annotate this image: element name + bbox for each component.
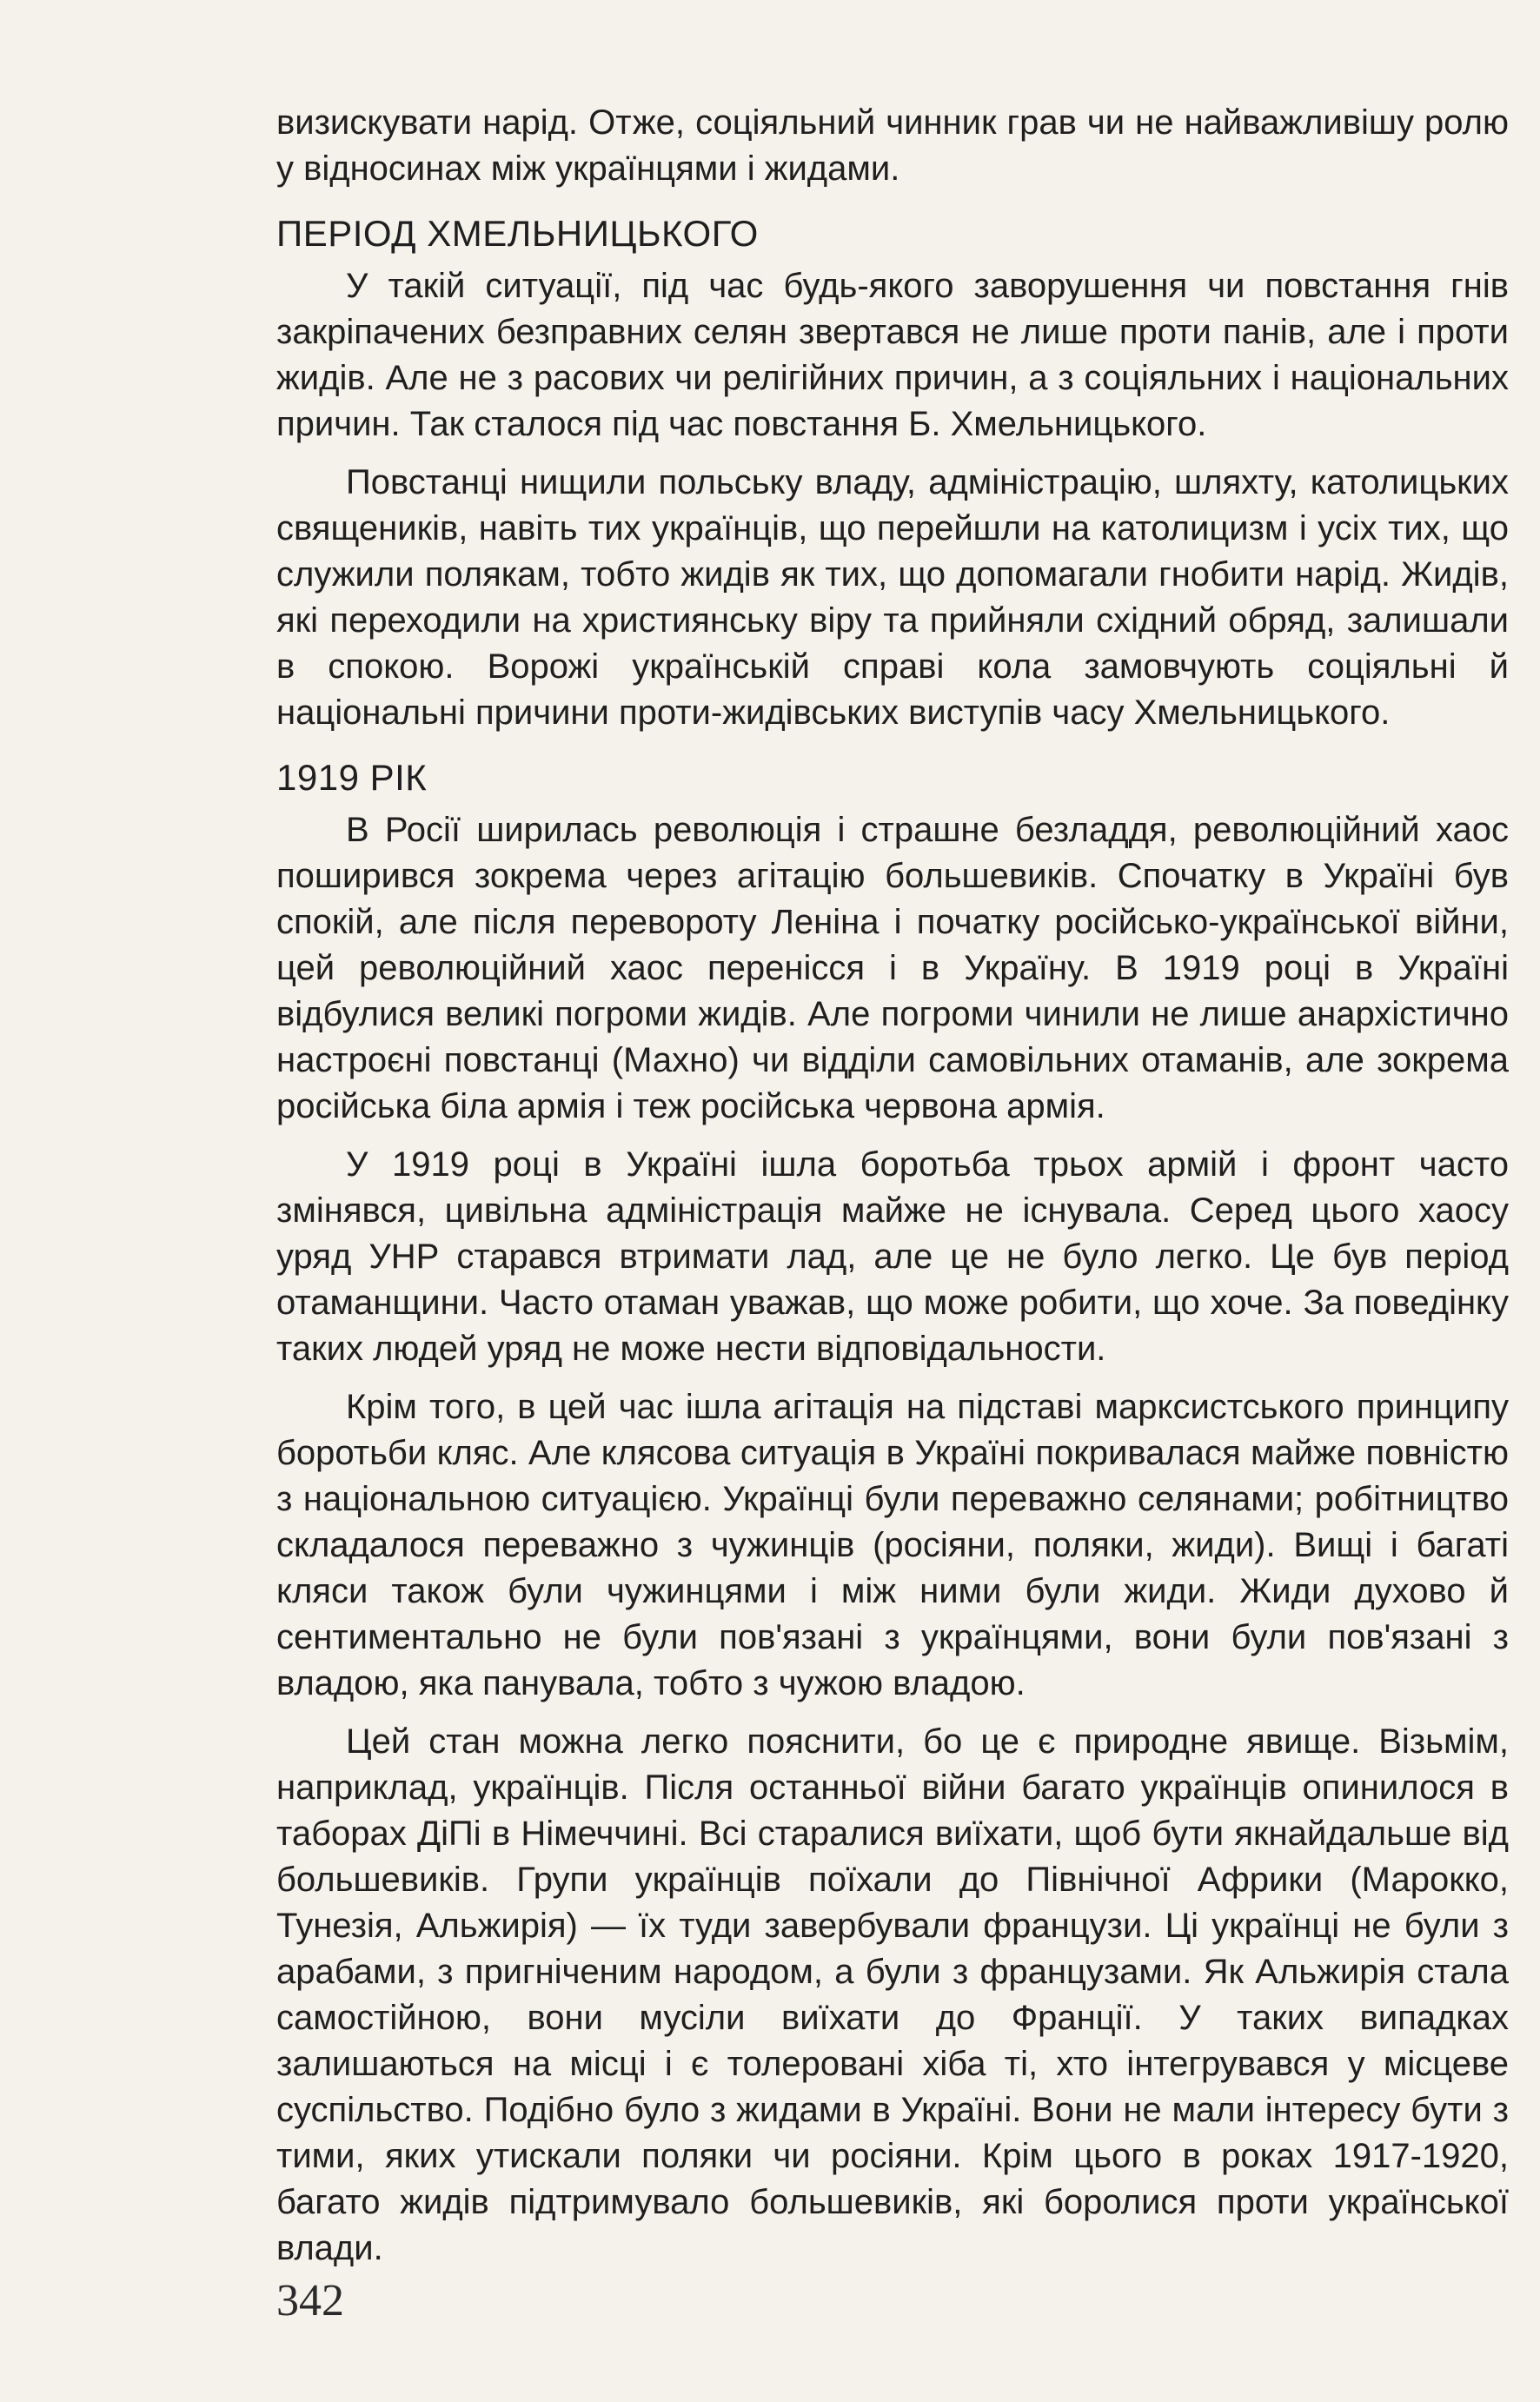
page-text [276, 100, 1509, 2272]
paragraph: У 1919 році в Україні ішла боротьба трьох армій і фронт часто змінявся, цивільна адміністрація майже не існувала. Серед цього хаосу уряд УНР старався втримати лад, але це не було легко. Це був період отаманщини. Часто отаман уважав, що може робити, що хоче. За поведінку таких людей уряд не може нести відповідальности. [276, 1145, 1509, 1368]
paragraph: В Росії ширилась революція і страшне безладдя, революційний хаос поширився зокрема через агітацію большевиків. Спочатку в Україні був спокій, але після перевороту Леніна і початку російсько-української війни, цей революційний хаос перенісся і в Україну. В 1919 році в Україні відбулися великі погроми жидів. Але погроми чинили не лише анархістично настроєні повстанці (Махно) чи відділи самовільних отаманів, але зокрема російська біла армія і теж російська червона армія. [276, 811, 1509, 1125]
paragraph: Цей стан можна легко пояснити, бо це є природне явище. Візьмім, наприклад, українців. Після останньої війни багато українців опинилося в таборах ДіПі в Німеччині. Всі старалися виїхати, щоб бути якнайдальше від большевиків. Групи українців поїхали до Північної Африки (Марокко, Тунезія, Альжирія) — їх туди завербували французи. Ці українці не були з арабами, з пригніченим народом, а були з французами. Як Альжирія стала самостійною, вони мусіли виїхати до Франції. У таких випадках залишаються на місці і є толеровані хіба ті, хто інтегрувався у місцеве суспільство. Подібно було з жидами в Україні. Вони не мали інтересу бути з тими, яких утискали поляки чи росіяни. Крім цього в роках 1917-1920, багато жидів підтримувало большевиків, які боролися проти української влади. [276, 1722, 1509, 2267]
paragraph: У такій ситуації, під час будь-якого заворушення чи повстання гнів закріпачених безправних селян звертався не лише проти панів, але і проти жидів. Але не з расових чи релігійних причин, а з соціяльних і національних причин. Так сталося під час повстання Б. Хмельницького. [276, 267, 1509, 443]
opening-paragraph: визискувати нарід. Отже, соціяльний чинник грав чи не найважливішу ролю у відносинах між українцями і жидами. [276, 103, 1509, 188]
paragraph: Крім того, в цей час ішла агітація на підставі марксистського принципу боротьби кляс. Але клясова ситуація в Україні покривалася майже повністю з національною ситуацією. Українці були переважно селянами; робітництво складалося переважно з чужинців (росіяни, поляки, жиди). Вищі і багаті кляси також були чужинцями і між ними були жиди. Жиди духово й сентиментально не були пов'язані з українцями, вони були пов'язані з владою, яка панувала, тобто з чужою владою. [276, 1388, 1509, 1702]
page-number: 342 [276, 2276, 344, 2326]
section-heading-1919: 1919 РІК [276, 757, 428, 798]
paragraph: Повстанці нищили польську владу, адміністрацію, шляхту, католицьких священиків, навіть тих українців, що перейшли на католицизм і усіх тих, що служили полякам, тобто жидів як тих, що допомагали гнобити нарід. Жидів, які переходили на християнську віру та прийняли східний обряд, залишали в спокою. Ворожі українській справі кола замовчують соціяльні й національні причини проти-жидівських виступів часу Хмельницького. [276, 463, 1509, 732]
section-heading-khmelnytsky: ПЕРІОД ХМЕЛЬНИЦЬКОГО [276, 213, 759, 254]
